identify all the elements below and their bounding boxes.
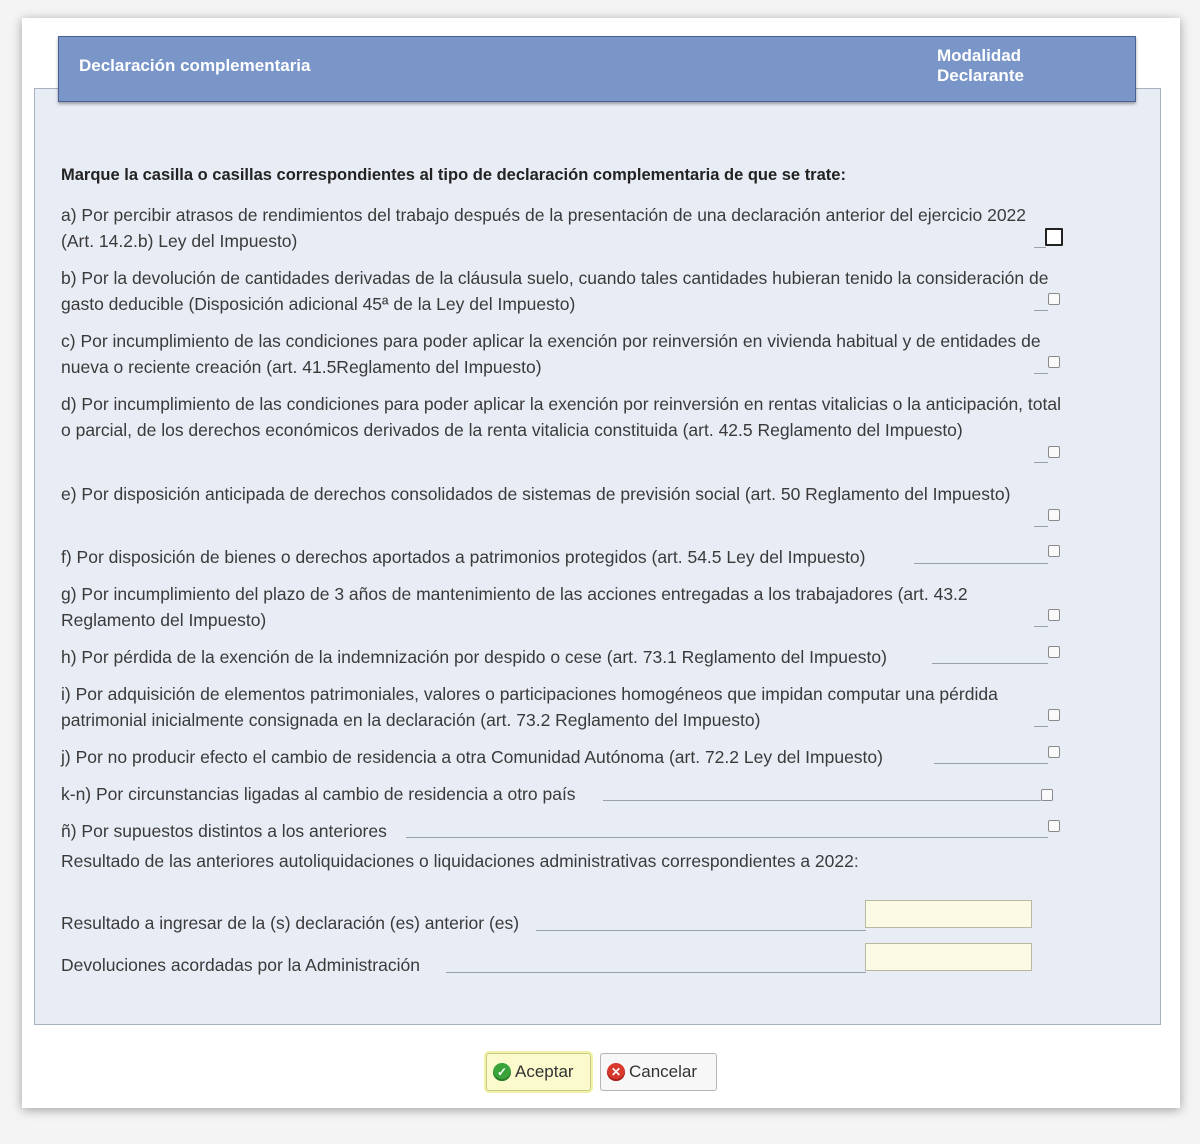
option-k-n-label: k-n) Por circunstancias ligadas al cambio de residencia a otro país xyxy=(61,784,576,804)
results-title: Resultado de las anteriores autoliquidaciones o liquidaciones administrativas correspondientes a 2022: xyxy=(61,851,859,871)
option-i-checkbox[interactable] xyxy=(1048,709,1060,721)
option-c-label: c) Por incumplimiento de las condiciones para poder aplicar la exención por reinversión en vivienda habitual y de entidades de nueva o reciente creación (art. 41.5Reglamento del Impuesto) xyxy=(61,331,1041,377)
option-n-tilde-checkbox[interactable] xyxy=(1048,820,1060,832)
option-f-label: f) Por disposición de bienes o derechos aportados a patrimonios protegidos (art. 54.5 Ley del Impuesto) xyxy=(61,547,866,567)
option-c-checkbox[interactable] xyxy=(1048,356,1060,368)
leader-line xyxy=(932,663,1048,664)
leader-line xyxy=(1034,626,1048,627)
accept-button-label: Aceptar xyxy=(515,1062,574,1081)
header-modalidad: Modalidad xyxy=(937,46,1022,65)
option-g-label: g) Por incumplimiento del plazo de 3 años de mantenimiento de las acciones entregadas a los trabajadores (art. 43.2 Reglamento del Impuesto) xyxy=(61,584,968,630)
devoluciones-label: Devoluciones acordadas por la Administración xyxy=(61,955,420,975)
leader-line xyxy=(1034,726,1048,727)
option-a-checkbox[interactable] xyxy=(1045,228,1063,246)
instruction-text: Marque la casilla o casillas correspondientes al tipo de declaración complementaria de que se trate: xyxy=(61,166,846,184)
check-icon: ✓ xyxy=(493,1063,511,1081)
leader-line xyxy=(1034,526,1048,527)
resultado-ingresar-input[interactable] xyxy=(865,900,1032,928)
header-declarante: Declarante xyxy=(937,66,1024,85)
leader-line xyxy=(603,800,1041,801)
option-n-tilde-label: ñ) Por supuestos distintos a los anteriores xyxy=(61,821,387,841)
leader-line xyxy=(1034,462,1048,463)
header-title: Declaración complementaria xyxy=(79,56,311,75)
option-j-label: j) Por no producir efecto el cambio de residencia a otra Comunidad Autónoma (art. 72.2 Ley del Impuesto) xyxy=(61,747,883,767)
option-h-label: h) Por pérdida de la exención de la indemnización por despido o cese (art. 73.1 Reglamento del Impuesto) xyxy=(61,647,887,667)
leader-line xyxy=(914,563,1048,564)
leader-line xyxy=(934,763,1048,764)
option-e-checkbox[interactable] xyxy=(1048,509,1060,521)
leader-line xyxy=(406,837,1048,838)
option-a-label: a) Por percibir atrasos de rendimientos del trabajo después de la presentación de una declaración anterior del ejercicio 2022 (Art. 14.2.b) Ley del Impuesto) xyxy=(61,205,1027,251)
option-e-label: e) Por disposición anticipada de derechos consolidados de sistemas de previsión social (art. 50 Reglamento del Impuesto) xyxy=(61,484,1011,504)
devoluciones-input[interactable] xyxy=(865,943,1032,971)
close-icon: ✕ xyxy=(607,1063,625,1081)
leader-line xyxy=(1034,373,1048,374)
section-header xyxy=(58,36,1136,102)
option-d-checkbox[interactable] xyxy=(1048,446,1060,458)
cancel-button-label: Cancelar xyxy=(629,1062,698,1081)
resultado-ingresar-label: Resultado a ingresar de la (s) declaración (es) anterior (es) xyxy=(61,913,520,933)
option-j-checkbox[interactable] xyxy=(1048,746,1060,758)
accept-button[interactable] xyxy=(486,1053,591,1091)
option-i-label: i) Por adquisición de elementos patrimoniales, valores o participaciones homogéneos que impidan computar una pérdida patrimonial inicialmente consignada en la declaración (art. 73.2 Reglamento del Impuesto) xyxy=(61,684,998,730)
option-g-checkbox[interactable] xyxy=(1048,609,1060,621)
leader-line xyxy=(1034,247,1046,248)
option-k-n-checkbox[interactable] xyxy=(1041,789,1053,801)
leader-line xyxy=(536,930,866,931)
leader-line xyxy=(1034,310,1048,311)
option-f-checkbox[interactable] xyxy=(1048,545,1060,557)
option-b-label: b) Por la devolución de cantidades derivadas de la cláusula suelo, cuando tales cantidades hubieran tenido la consideración de gasto deducible (Disposición adicional 45ª de la Ley del Impuesto) xyxy=(61,268,1049,314)
option-b-checkbox[interactable] xyxy=(1048,293,1060,305)
option-h-checkbox[interactable] xyxy=(1048,646,1060,658)
option-d-label: d) Por incumplimiento de las condiciones para poder aplicar la exención por reinversión en rentas vitalicias o la anticipación, total o parcial, de los derechos económicos derivados de la renta vitalicia constituida (art. 42.5 Reglamento del Impuesto) xyxy=(61,394,1061,440)
header-modalidad-declarante xyxy=(937,46,1024,86)
cancel-button[interactable] xyxy=(600,1053,717,1091)
leader-line xyxy=(446,972,866,973)
